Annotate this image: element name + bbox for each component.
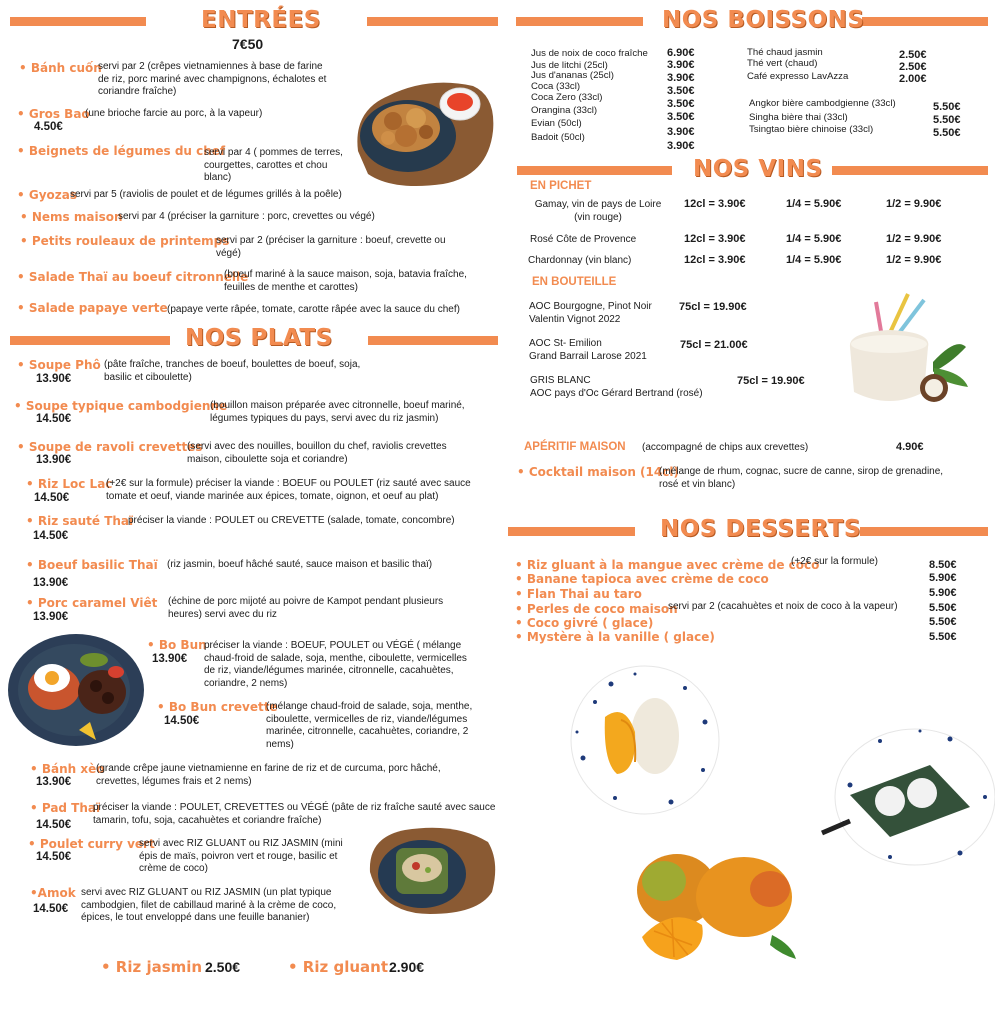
plat-name: • Pad Thaï (30, 801, 101, 815)
entree-desc: servi par 5 (raviolis de poulet et de légumes grillés à la poêle) (70, 189, 342, 200)
hot-drink-name: Thé vert (chaud) (747, 58, 818, 69)
soft-drink-price: 3.90€ (667, 59, 695, 71)
wine-price-12cl: 12cl = 3.90€ (684, 198, 746, 210)
vins-title: NOS VINS (693, 156, 823, 182)
plat-price: 13.90€ (152, 653, 188, 665)
soft-drink-name: Evian (50cl) (531, 118, 582, 129)
mango-photo (632, 845, 802, 965)
plat-desc: préciser la viande : BOEUF, POULET ou VÉGÉ ( mélange chaud-froid de salade, soja, menthe, ciboulette, vermicelles de riz, viande/légumes marinée, citronnelle, cacahuètes, coriandre, 2 nems) (204, 640, 467, 689)
plat-price: 14.50€ (36, 851, 72, 863)
plat-name: • Boeuf basilic Thaï (26, 558, 158, 572)
plat-desc: (bouillon maison préparée avec citronnelle, boeuf mariné, légumes typiques du pays, servi avec du riz jasmin) (210, 400, 465, 424)
desserts-title: NOS DESSERTS (660, 516, 861, 542)
beer-name: Angkor bière cambodgienne (33cl) (749, 98, 896, 109)
entree-name: • Bánh cuốn (19, 61, 102, 75)
cocktail-name: • Cocktail maison (14cl) (517, 465, 679, 479)
pichet-label: EN PICHET (530, 180, 592, 192)
plat-name: • Porc caramel Viêt (26, 596, 158, 610)
plat-desc: (+2€ sur la formule) préciser la viande : BOEUF ou POULET (riz sauté avec sauce tomate et oeuf, viande marinée aux épices, tomate, oignon, et oeuf au plat) (106, 478, 471, 502)
dessert-name: • Perles de coco maison (515, 602, 678, 616)
soft-drink-price: 3.50€ (667, 85, 695, 97)
wine-price-quarter: 1/4 = 5.90€ (786, 233, 842, 245)
bottle-name: AOC Bourgogne, Pinot Noir Valentin Vignot 2022 (529, 301, 652, 325)
plat-price: 13.90€ (36, 454, 72, 466)
plat-name: • Bánh xèo (30, 762, 105, 776)
plat-name: • Soupe de ravoli crevettes (17, 440, 203, 454)
vins-rule-right (832, 166, 988, 175)
dessert-price: 5.90€ (929, 587, 957, 599)
entree-name: • Nems maison (20, 210, 123, 224)
side-price: 2.50€ (205, 959, 241, 975)
boissons-title: NOS BOISSONS (662, 7, 865, 33)
plat-desc: préciser la viande : POULET, CREVETTES ou VÉGÉ (pâte de riz fraîche sauté avec sauce tamarin, tofu, soja, cacahuètes et coriandre fraîche) (93, 802, 496, 826)
plat-desc: (grande crêpe jaune vietnamienne en farine de riz et de curcuma, porc hâché, crevettes, légumes frais et 2 nems) (96, 763, 441, 787)
entree-desc: servi par 4 ( pommes de terres, courgettes, carottes et chou blanc) (204, 147, 343, 184)
cocktail-desc: (mélange de rhum, cognac, sucre de canne, sirop de grenadine, rosé et vin blanc) (659, 466, 944, 490)
dessert-price: 5.50€ (929, 602, 957, 614)
curry-photo (360, 822, 500, 917)
wine-price-quarter: 1/4 = 5.90€ (786, 254, 842, 266)
plat-name: • Bo Bun crevette (157, 700, 278, 714)
beer-price: 5.50€ (933, 127, 961, 139)
wine-price-half: 1/2 = 9.90€ (886, 254, 942, 266)
entree-desc: servi par 2 (crêpes vietnamiennes à base de farine de riz, porc mariné avec champignons, échalotes et coriandre fraîche) (98, 61, 327, 98)
soft-drink-name: Badoit (50cl) (531, 132, 585, 143)
entree-name: • Beignets de légumes du chef (17, 144, 226, 158)
dessert-price: 5.90€ (929, 572, 957, 584)
plat-price: 14.50€ (164, 715, 200, 727)
entree-desc: (papaye verte râpée, tomate, carotte râpée avec la sauce du chef) (167, 304, 460, 315)
aperitif-desc: (accompagné de chips aux crevettes) (642, 442, 809, 453)
entrees-rule-right (367, 17, 498, 26)
bottle-price: 75cl = 21.00€ (680, 339, 748, 351)
plats-rule-left (10, 336, 170, 345)
plat-desc: (servi avec des nouilles, bouillon du chef, raviolis crevettes maison, ciboulette soja et coriandre) (187, 441, 447, 465)
soft-drink-name: Jus de litchi (25cl) (531, 60, 608, 71)
beer-price: 5.50€ (933, 101, 961, 113)
dessert-price: 8.50€ (929, 559, 957, 571)
plat-price: 13.90€ (36, 373, 72, 385)
soft-drink-name: Coca (33cl) (531, 81, 581, 92)
wine-name: Gamay, vin de pays de Loire (vin rouge) (534, 199, 662, 223)
plat-price: 14.50€ (33, 903, 69, 915)
boissons-rule-right (862, 17, 988, 26)
wine-price-12cl: 12cl = 3.90€ (684, 233, 746, 245)
entree-desc: (boeuf mariné à la sauce maison, soja, batavia fraîche, feuilles de menthe et carottes) (224, 269, 467, 293)
plat-desc: servi avec RIZ GLUANT ou RIZ JASMIN (un plat typique cambodgien, filet de cabillaud mariné à la crème de coco, épices, le tout enveloppé dans une feuille bananier) (81, 887, 337, 924)
desserts-rule-right (860, 527, 988, 536)
wine-price-12cl: 12cl = 3.90€ (684, 254, 746, 266)
soft-drink-price: 3.90€ (667, 140, 695, 152)
bottle-name: GRIS BLANC AOC pays d'Oc Gérard Bertrand (rosé) (530, 375, 703, 399)
dessert-note: (+2€ sur la formule) (791, 556, 878, 567)
fritters-photo (348, 56, 498, 196)
plat-desc: (mélange chaud-froid de salade, soja, menthe, ciboulette, vermicelles de riz, viande/légumes marinée, citronnelle, cacahuètes, coriandre, 2 nems) (266, 701, 473, 750)
boissons-rule-left (516, 17, 643, 26)
wine-price-quarter: 1/4 = 5.90€ (786, 198, 842, 210)
plat-desc: préciser la viande : POULET ou CREVETTE (salade, tomate, concombre) (128, 515, 455, 526)
soft-drink-price: 3.50€ (667, 111, 695, 123)
beer-name: Singha bière thai (33cl) (749, 112, 848, 123)
coconut-pearls-photo (820, 725, 995, 870)
bottle-price: 75cl = 19.90€ (737, 375, 805, 387)
beer-price: 5.50€ (933, 114, 961, 126)
entree-desc: servi par 4 (préciser la garniture : porc, crevettes ou végé) (118, 211, 375, 222)
dessert-price: 5.50€ (929, 631, 957, 643)
dessert-name: • Flan Thai au taro (515, 587, 642, 601)
dessert-name: • Banane tapioca avec crème de coco (515, 572, 769, 586)
dessert-name: • Coco givré ( glace) (515, 616, 654, 630)
side-name: • Riz jasmin (101, 958, 203, 976)
entree-name: • Petits rouleaux de printemps (20, 234, 230, 248)
soft-drink-price: 3.50€ (667, 98, 695, 110)
hot-drink-price: 2.50€ (899, 49, 927, 61)
mango-rice-photo (565, 662, 725, 817)
beer-name: Tsingtao bière chinoise (33cl) (749, 124, 874, 135)
soft-drink-name: Jus d'ananas (25cl) (531, 70, 614, 81)
dessert-note: servi par 2 (cacahuètes et noix de coco à la vapeur) (668, 601, 898, 612)
plat-price: 13.90€ (33, 577, 69, 589)
entrees-title: ENTRÉES (201, 7, 321, 33)
soft-drink-price: 3.90€ (667, 126, 695, 138)
entree-name: • Gros Bao (17, 107, 90, 121)
plats-title: NOS PLATS (185, 325, 333, 351)
soft-drink-price: 3.90€ (667, 72, 695, 84)
bottle-price: 75cl = 19.90€ (679, 301, 747, 313)
plat-desc: (riz jasmin, boeuf hâché sauté, sauce maison et basilic thaï) (167, 559, 433, 570)
plat-name: •Amok (30, 886, 76, 900)
dessert-name: • Riz gluant à la mangue avec crème de coco (515, 558, 820, 572)
hot-drink-name: Café expresso LavAzza (747, 71, 849, 82)
plat-desc: servi avec RIZ GLUANT ou RIZ JASMIN (mini épis de maïs, poivron vert et rouge, basilic et crème de coco) (139, 838, 343, 875)
wine-name: Chardonnay (vin blanc) (528, 255, 632, 266)
hot-drink-price: 2.00€ (899, 73, 927, 85)
entrees-rule-left (10, 17, 146, 26)
bobun-photo (4, 630, 154, 750)
plat-name: • Soupe Phô (17, 358, 101, 372)
hot-drink-name: Thé chaud jasmin (747, 47, 823, 58)
dessert-name: • Mystère à la vanille ( glace) (515, 630, 715, 644)
plat-desc: (échine de porc mijoté au poivre de Kampot pendant plusieurs heures) servi avec du riz (168, 596, 444, 620)
entree-name: • Salade Thaï au boeuf citronnelle (17, 270, 249, 284)
plat-name: • Poulet curry vert (28, 837, 155, 851)
plats-rule-right (368, 336, 498, 345)
plat-name: • Riz Loc Lac (26, 477, 113, 491)
hot-drink-price: 2.50€ (899, 61, 927, 73)
soft-drink-name: Coca Zero (33cl) (531, 92, 603, 103)
aperitif-price: 4.90€ (896, 441, 924, 453)
vins-rule-left (517, 166, 672, 175)
plat-price: 14.50€ (36, 819, 72, 831)
desserts-rule-left (508, 527, 635, 536)
soft-drink-name: Orangina (33cl) (531, 105, 598, 116)
side-name: • Riz gluant (288, 958, 388, 976)
plat-name: • Bo Bun (147, 638, 207, 652)
entree-name: • Gyozas (17, 188, 77, 202)
coconut-drink-photo (838, 292, 973, 412)
entree-desc: servi par 2 (préciser la garniture : boeuf, crevette ou végé) (216, 235, 446, 259)
plat-desc: (pâte fraîche, tranches de boeuf, boulettes de boeuf, soja, basilic et ciboulette) (104, 359, 361, 383)
plat-price: 14.50€ (34, 492, 70, 504)
plat-price: 14.50€ (36, 413, 72, 425)
bottle-name: AOC St- Emilion Grand Barrail Larose 2021 (529, 338, 647, 362)
wine-price-half: 1/2 = 9.90€ (886, 198, 942, 210)
soft-drink-price: 6.90€ (667, 47, 695, 59)
plat-price: 13.90€ (36, 776, 72, 788)
side-price: 2.90€ (389, 959, 425, 975)
entree-desc: (une brioche farcie au porc, à la vapeur) (85, 108, 263, 119)
bouteille-label: EN BOUTEILLE (532, 276, 617, 288)
soft-drink-name: Jus de noix de coco fraîche (531, 48, 648, 59)
plat-name: • Soupe typique cambodgienne (14, 399, 228, 413)
wine-price-half: 1/2 = 9.90€ (886, 233, 942, 245)
entree-name: • Salade papaye verte (17, 301, 168, 315)
dessert-price: 5.50€ (929, 616, 957, 628)
entrees-set-price: 7€50 (232, 36, 264, 52)
entree-price: 4.50€ (34, 121, 63, 133)
plat-price: 13.90€ (33, 611, 69, 623)
plat-price: 14.50€ (33, 530, 69, 542)
plat-name: • Riz sauté Thaï (26, 514, 134, 528)
aperitif-label: APÉRITIF MAISON (524, 441, 626, 453)
wine-name: Rosé Côte de Provence (530, 234, 637, 245)
